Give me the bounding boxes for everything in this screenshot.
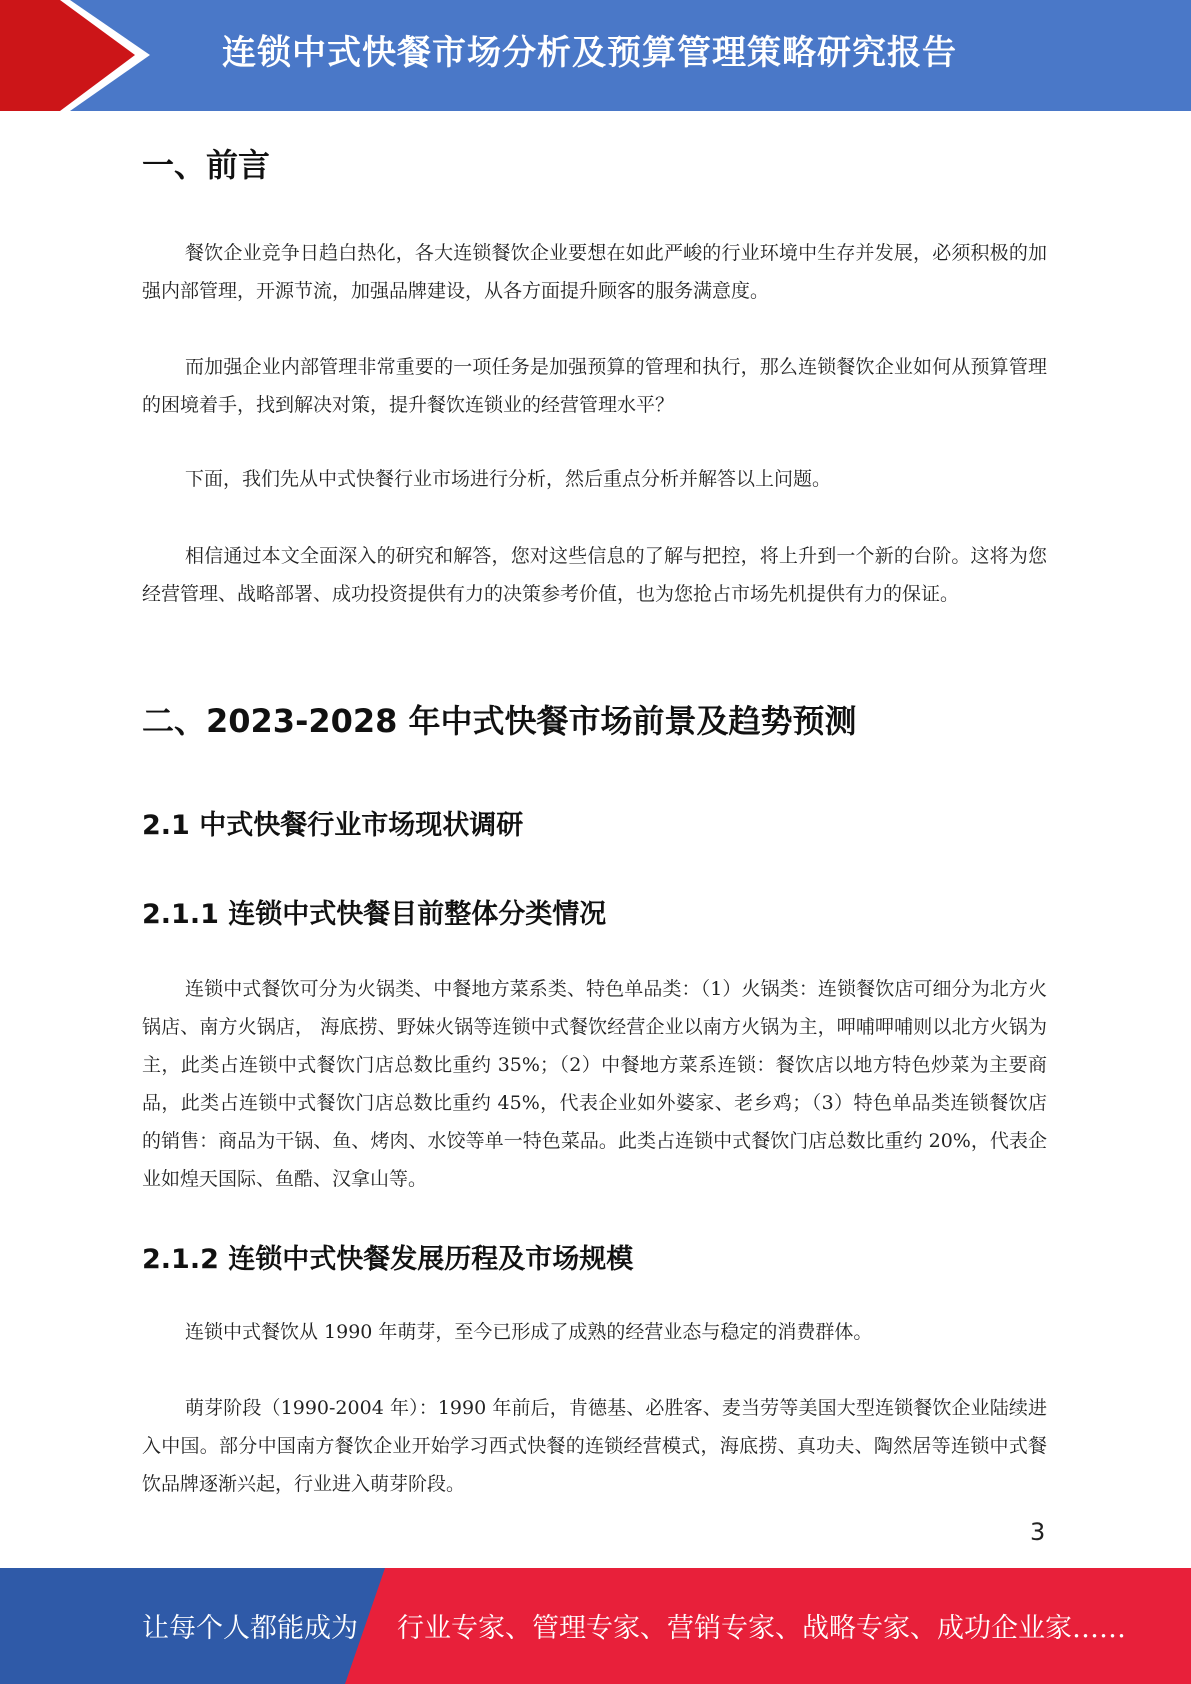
- paragraph: 餐饮企业竞争日趋白热化，各大连锁餐饮企业要想在如此严峻的行业环境中生存并发展，必须积极的加强内部管理，开源节流，加强品牌建设，从各方面提升顾客的服务满意度。: [142, 242, 1047, 302]
- page-footer: [0, 1568, 1191, 1684]
- paragraph: 连锁中式餐饮可分为火锅类、中餐地方菜系类、特色单品类：（1）火锅类：连锁餐饮店可细分为北方火锅店、南方火锅店， 海底捞、野妹火锅等连锁中式餐饮经营企业以南方火锅为主，呷哺呷哺则以北方火锅为主，此类占连锁中式餐饮门店总数比重约 35%；（2）中餐地方菜系连锁：餐饮店以地方特色炒菜为主要商品，此类占连锁中式餐饮门店总数比重约 45%，代表企业如外婆家、老乡鸡；（3）特色单品类连锁餐饮店的销售：商品为干锅、鱼、烤肉、水饺等单一特色菜品。此类占连锁中式餐饮门店总数比重约 20%，代表企业如煌天国际、鱼酷、汉拿山等。: [142, 978, 1047, 1190]
- section-heading-preface: 一、前言: [142, 146, 271, 184]
- subsection-heading-2-1-2: 2.1.2 连锁中式快餐发展历程及市场规模: [142, 1244, 634, 1275]
- subsection-heading-2-1-1: 2.1.1 连锁中式快餐目前整体分类情况: [142, 899, 607, 930]
- page-header: [0, 0, 1191, 111]
- paragraph: 萌芽阶段（1990-2004 年）：1990 年前后，肯德基、必胜客、麦当劳等美国大型连锁餐饮企业陆续进入中国。部分中国南方餐饮企业开始学习西式快餐的连锁经营模式，海底捞、真功夫、陶然居等连锁中式餐饮品牌逐渐兴起，行业进入萌芽阶段。: [142, 1397, 1047, 1495]
- paragraph: 相信通过本文全面深入的研究和解答，您对这些信息的了解与把控，将上升到一个新的台阶。这将为您经营管理、战略部署、成功投资提供有力的决策参考价值，也为您抢占市场先机提供有力的保证。: [142, 545, 1047, 605]
- paragraph: 连锁中式餐饮从 1990 年萌芽，至今已形成了成熟的经营业态与稳定的消费群体。: [185, 1321, 873, 1343]
- footer-slogan-left: 让每个人都能成为: [142, 1613, 358, 1644]
- paragraph: 而加强企业内部管理非常重要的一项任务是加强预算的管理和执行，那么连锁餐饮企业如何从预算管理的困境着手，找到解决对策，提升餐饮连锁业的经营管理水平？: [142, 356, 1047, 416]
- subsection-heading-2-1: 2.1 中式快餐行业市场现状调研: [142, 810, 524, 841]
- page-number: 3: [1030, 1518, 1046, 1546]
- report-title: 连锁中式快餐市场分析及预算管理策略研究报告: [222, 33, 957, 73]
- section-heading-forecast: 二、2023-2028 年中式快餐市场前景及趋势预测: [142, 702, 857, 740]
- paragraph: 下面，我们先从中式快餐行业市场进行分析，然后重点分析并解答以上问题。: [185, 468, 832, 490]
- footer-slogan-right: 行业专家、管理专家、营销专家、战略专家、成功企业家……: [397, 1613, 1126, 1644]
